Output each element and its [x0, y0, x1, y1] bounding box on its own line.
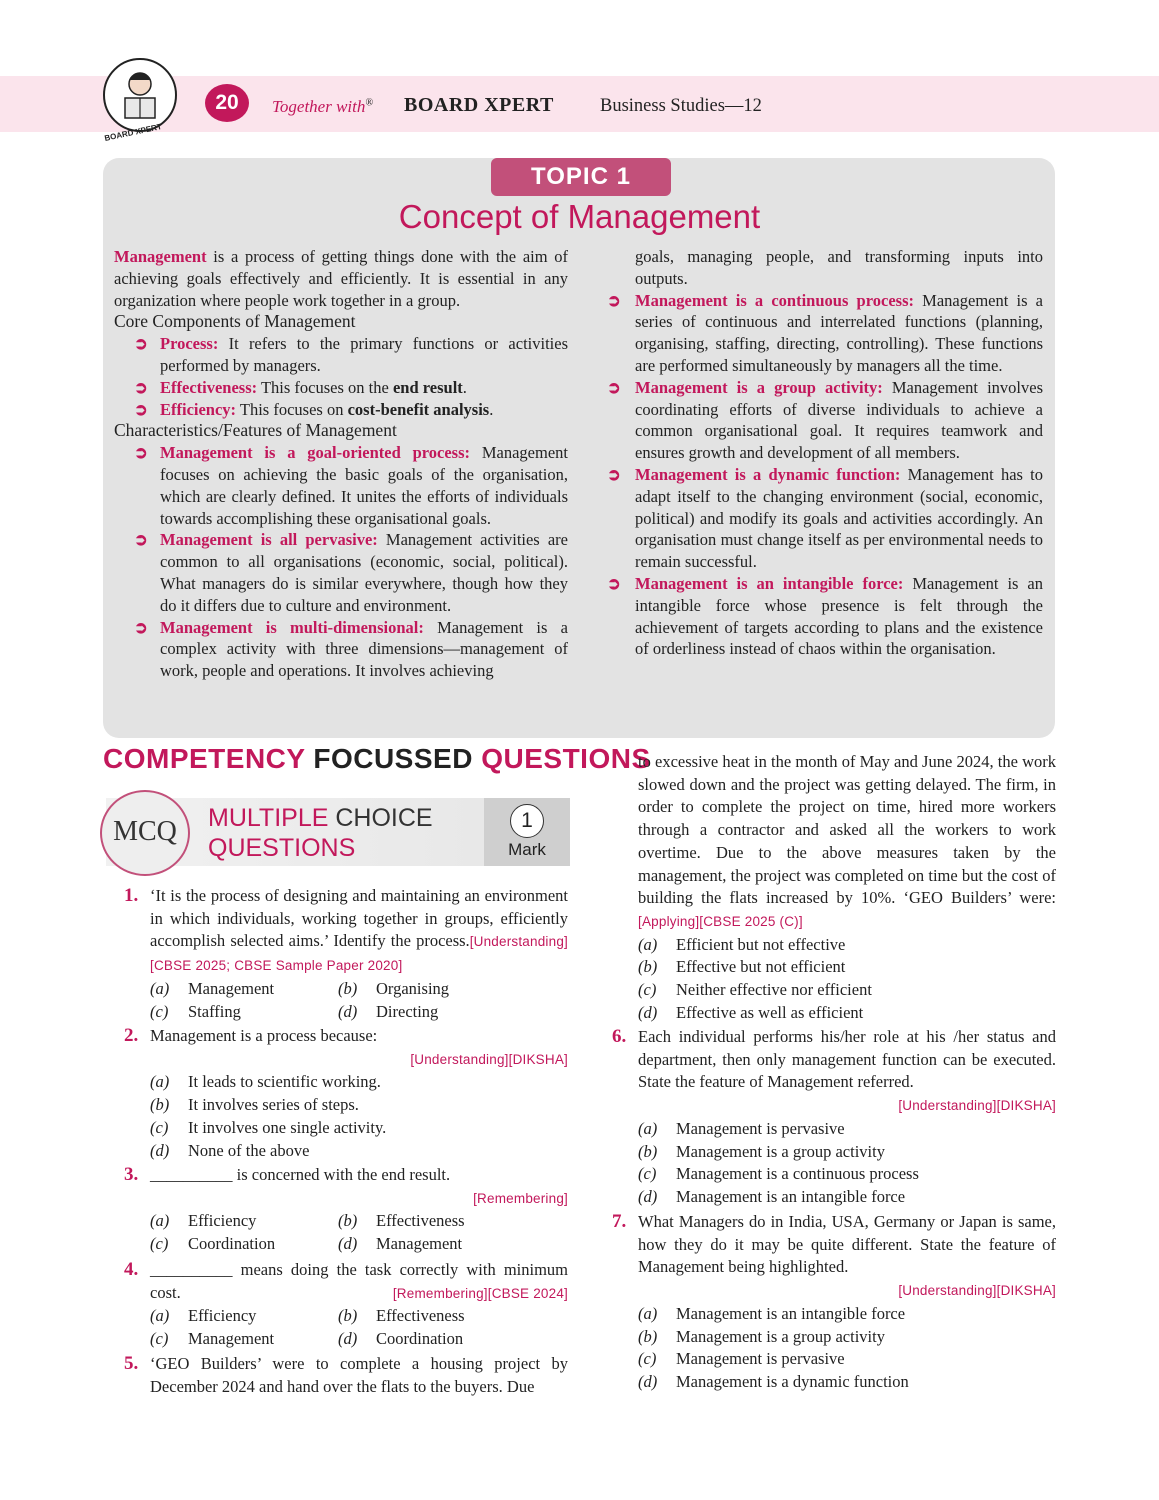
mcq-title-line1: MULTIPLE CHOICE [208, 804, 433, 832]
question-3: 3. __________ is concerned with the end result. [Remembering] (a) Efficiency (b) Effectiveness (c) Coordination (d) Management [150, 1164, 568, 1256]
characteristics-heading: Characteristics/Features of Management [114, 420, 397, 441]
question-tag: [Understanding][CBSE 2025; CBSE Sample Paper 2020] [150, 934, 568, 974]
option: (c) Management is pervasive [638, 1349, 845, 1369]
student-reading-icon [105, 60, 175, 130]
logo-caption: BOARD XPERT [103, 122, 163, 143]
arrow-icon: ➲ [607, 464, 621, 484]
option: (b) Effectiveness [338, 1306, 465, 1326]
option: (b) Effectiveness [338, 1211, 465, 1231]
mark-number: 1 [510, 804, 544, 838]
mark-label: Mark [508, 840, 546, 859]
option: (b) Management is a group activity [638, 1141, 885, 1161]
arrow-icon: ➲ [607, 290, 621, 310]
arrow-icon: ➲ [134, 443, 148, 463]
option: (a) Efficiency [150, 1306, 257, 1326]
characteristic-item: ➲ Management is an intangible force: Management is an intangible force whose presence is felt through the achievement of targets according to plans and the existence of orderliness instead of chaos within the organisation. [607, 573, 1043, 659]
option: (a) Efficiency [150, 1211, 257, 1231]
arrow-icon: ➲ [134, 377, 148, 397]
intro-paragraph: Management is a process of getting things done with the aim of achieving goals effectively and efficiently. It is essential in any organization where people work together in a group. [114, 247, 568, 310]
option: (b) It involves series of steps. [150, 1095, 359, 1115]
option: (c) Management [150, 1329, 275, 1349]
question-1: 1. ‘It is the process of designing and maintaining an environment in which individuals, working together in groups, efficiently accomplish selected aims.’ Identify the process.[Understanding][CBSE 2025; CBSE Sample Paper 2020] (a) Management (b) Organising (c) Staffing (d) Directing [150, 885, 568, 1023]
question-tag: [Applying][CBSE 2025 (C)] [638, 913, 803, 929]
page-number: 20 [205, 84, 249, 122]
option: (a) Management [150, 978, 275, 998]
arrow-icon: ➲ [607, 573, 621, 593]
subject-title: Business Studies—12 [600, 96, 762, 116]
topic-right-column [607, 246, 1043, 660]
option: (b) Organising [338, 978, 450, 998]
option: (c) It involves one single activity. [150, 1117, 387, 1137]
brand-name: BOARD XPERT [404, 94, 554, 116]
topic-title: Concept of Management [398, 198, 761, 235]
topic-left-column [114, 246, 568, 682]
characteristic-item: ➲ Management is a dynamic function: Management has to adapt itself to the changing environment (social, economic, political) and modify its goals and activities accordingly. An organisation must change itself as per environmental needs to remain successful. [607, 464, 1043, 572]
question-tag: [Remembering] [473, 1190, 568, 1206]
question-5-continued: to excessive heat in the month of May and June 2024, the work slowed down and the project was getting delayed. The firm, in order to complete the project on time, hired more workers through a contractor and asked all the workers to work overtime. Due to the above measures taken by the management, the project was completed on time but the cost of building the flats increased by 10%. ‘GEO Builders’ were: [Applying][CBSE 2025 (C)] (a) Efficient but not effective (b) Effective but not efficient (c) Neither effective nor efficient (d) Effective as well as efficient [638, 751, 1056, 1024]
option: (d) Management is an intangible force [638, 1186, 906, 1206]
question-7: 7. What Managers do in India, USA, Germany or Japan is same, how they do it may be quite different. State the feature of Management being highlighted. [Understanding][DIKSHA] (a) Management is an intangible force (b) Management is a group activity (c) Management is pervasive (d) Management is a dynamic function [638, 1211, 1056, 1394]
arrow-icon: ➲ [134, 399, 148, 419]
option: (c) Neither effective nor efficient [638, 980, 872, 1000]
question-4: 4. __________ means doing the task correctly with minimum cost. [Remembering][CBSE 2024] (a) Efficiency (b) Effectiveness (c) Management (d) Coordination [150, 1259, 568, 1351]
together-with-label: Together with® [272, 97, 373, 116]
characteristic-item: ➲ Management is multi-dimensional: Management is a complex activity with three dimensions—management of work, people and operations. It involves achieving [134, 617, 568, 681]
option: (a) Efficient but not effective [638, 934, 846, 954]
board-xpert-logo [103, 58, 177, 132]
question-2: 2. Management is a process because: [Understanding][DIKSHA] (a) It leads to scientific working. (b) It involves series of steps. (c) It involves one single activity. (d) None of the above [150, 1025, 568, 1162]
option: (c) Staffing [150, 1001, 241, 1021]
core-item: ➲ Process: It refers to the primary functions or activities performed by managers. [134, 334, 568, 375]
arrow-icon: ➲ [607, 377, 621, 397]
question-tag: [Remembering][CBSE 2024] [392, 1285, 568, 1301]
arrow-icon: ➲ [134, 334, 148, 354]
question-6: 6. Each individual performs his/her role at his /her status and department, then only management function can be executed. State the feature of Management referred. [Understanding][DIKSHA] (a) Management is pervasive (b) Management is a group activity (c) Management is a continuous process (d) Management is an intangible force [638, 1026, 1056, 1209]
option: (d) Coordination [338, 1329, 464, 1349]
option: (a) Management is pervasive [638, 1118, 845, 1138]
core-item: ➲ Effectiveness: This focuses on the end result. [134, 377, 467, 397]
arrow-icon: ➲ [134, 617, 148, 637]
core-components-heading: Core Components of Management [114, 311, 356, 332]
option: (a) Management is an intangible force [638, 1303, 906, 1323]
topic-badge: TOPIC 1 [491, 158, 671, 196]
option: (d) Management [338, 1234, 463, 1254]
mcq-logo: MCQ [100, 790, 190, 876]
mcq-title-line2: QUESTIONS [208, 834, 356, 862]
characteristic-item: ➲ Management is a group activity: Management involves coordinating efforts of diverse individuals to achieve a common organisational goal. It requires teamwork and ensures growth and development of all members. [607, 377, 1043, 463]
section-heading: COMPETENCY FOCUSSED QUESTIONS [103, 743, 651, 774]
question-tag: [Understanding][DIKSHA] [898, 1283, 1056, 1299]
characteristic-item: ➲ Management is a continuous process: Management is a series of continuous and interrelated functions (planning, organising, staffing, directing, controlling). These functions are performed simultaneously by managers all the time. [607, 290, 1043, 375]
core-item: ➲ Efficiency: This focuses on cost-benefit analysis. [134, 399, 494, 419]
option: (b) Effective but not efficient [638, 957, 846, 977]
option: (d) Effective as well as efficient [638, 1002, 864, 1022]
option: (b) Management is a group activity [638, 1326, 885, 1346]
characteristic-item: ➲ Management is a goal-oriented process: Management focuses on achieving the basic goals of the organisation, which are clearly defined. It unites the efforts of individuals towards accomplishing these organisational goals. [134, 443, 568, 528]
option: (d) Management is a dynamic function [638, 1371, 909, 1391]
question-tag: [Understanding][DIKSHA] [410, 1051, 568, 1067]
option: (a) It leads to scientific working. [150, 1072, 381, 1092]
option: (d) Directing [338, 1001, 439, 1021]
option: (c) Management is a continuous process [638, 1164, 919, 1184]
option: (c) Coordination [150, 1234, 276, 1254]
option: (d) None of the above [150, 1140, 310, 1160]
arrow-icon: ➲ [134, 530, 148, 550]
characteristic-item: ➲ Management is all pervasive: Management activities are common to all organisations (economic, social, political). What managers do is similar everywhere, though how they do it differs due to culture and environment. [134, 530, 569, 615]
question-tag: [Understanding][DIKSHA] [898, 1098, 1056, 1114]
continued-text: goals, managing people, and transforming inputs into outputs. [635, 247, 1043, 288]
question-5: 5. ‘GEO Builders’ were to complete a housing project by December 2024 and hand over the flats to the buyers. Due [124, 1353, 568, 1396]
